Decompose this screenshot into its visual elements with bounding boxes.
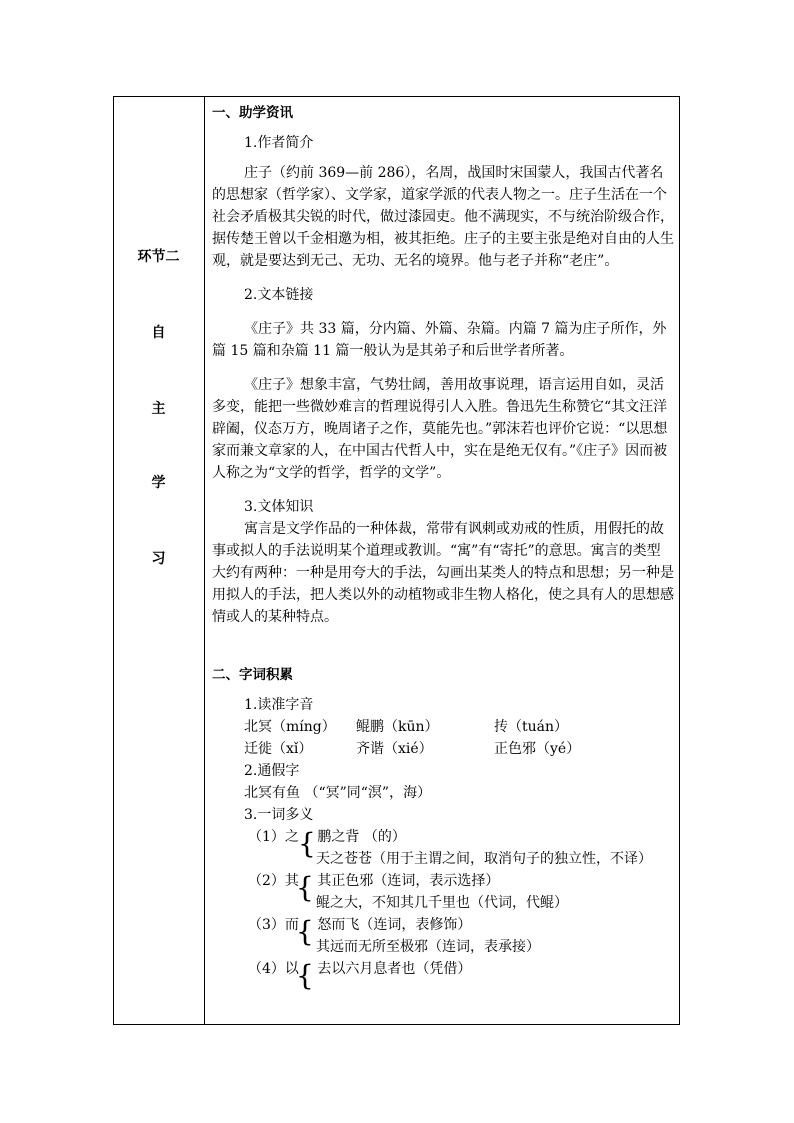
polysemy-item: 其正色邪（连词，表示选择） (317, 873, 500, 889)
polysemy-item: 鲲之大，不知其几千里也（代词，代鲲） (316, 895, 568, 911)
pronunciation-title: 1.读准字音 (244, 697, 314, 713)
genre-text: 寓言是文学作品的一种体裁，常带有讽刺或劝戒的性质，用假托的故事或拟人的手法说明某个道理或教训。“寓”有“寄托”的意思。寓言的类型大约有两种：一种是用夸大的手法，勾画出某类人的特点和思想；另一种是用拟人的手法，把人类以外的动植物或非生物人格化，使之具有人的思想感情或人的某种特点。 (212, 521, 674, 625)
pron-item: 正色邪（yé） (494, 741, 581, 757)
author-title: 1.作者简介 (244, 135, 314, 151)
polysemy-item: 天之苍苍（用于主谓之间，取消句子的独立性，不译） (316, 851, 652, 867)
author-text: 庄子（约前 369—前 286），名周，战国时宋国蒙人，我国古代著名的思想家（哲学家）、文学家，道家学派的代表人物之一。庄子生活在一个社会矛盾极其尖锐的时代，做过漆园吏。他不满现实，不与统治阶级合作，据传楚王曾以千金相邀为相，被其拒绝。庄子的主要主张是绝对自由的人生观，就是要达到无己、无功、无名的境界。他与老子并称“老庄”。 (212, 165, 674, 269)
pronunciation-row-1 (212, 716, 674, 738)
left-label-char-2: 主 (151, 401, 166, 417)
tongjia-text: 北冥有鱼 （“冥”同“溟”，海） (244, 785, 432, 801)
polysemy-qi (212, 870, 674, 914)
link-text-2: 《庄子》想象丰富，气势壮阔，善用故事说理，语言运用自如，灵活多变，能把一些微妙难言的哲理说得引人入胜。鲁迅先生称赞它“其文汪洋辟阖，仪态万方，晚周诸子之作，莫能先也。”郭沫若也评价它说：“以思想家而兼文章家的人，在中国古代哲人中，实在是绝无仅有。”《庄子》因而被人称之为“文学的哲学，哲学的文学”。 (212, 377, 668, 481)
pron-item: 抟（tuán） (494, 719, 569, 735)
tongjia-title: 2.通假字 (244, 763, 300, 779)
polysemy-title: 3.一词多义 (244, 807, 314, 823)
link-title: 2.文本链接 (244, 287, 314, 303)
brace-icon: { (296, 871, 314, 904)
polysemy-label: （2）其 (248, 873, 299, 889)
left-label-stage: 环节二 (137, 249, 180, 265)
left-column (113, 96, 204, 1025)
polysemy-label: （1）之 (248, 829, 299, 845)
polysemy-zhi (212, 826, 674, 870)
left-label-char-4: 习 (151, 551, 166, 567)
pron-item: 鲲鹏（kūn） (356, 719, 439, 735)
left-label-char-1: 自 (151, 325, 166, 341)
pron-item: 齐谐（xié） (356, 741, 433, 757)
column-divider (204, 96, 205, 1025)
right-column (212, 102, 674, 992)
pron-item: 迁徙（xǐ） (244, 741, 313, 757)
polysemy-er (212, 914, 674, 958)
left-label-char-3: 学 (151, 475, 166, 491)
pronunciation-row-2 (212, 738, 674, 760)
pron-item: 北冥（míng） (244, 719, 336, 735)
polysemy-yi (212, 958, 674, 992)
polysemy-item: 怒而飞（连词，表修饰） (317, 917, 472, 933)
polysemy-label: （3）而 (248, 917, 299, 933)
brace-icon: { (298, 827, 316, 860)
polysemy-label: （4）以 (248, 961, 299, 977)
polysemy-item: 其远而无所至极邪（连词，表承接） (316, 939, 540, 955)
link-text-1: 《庄子》共 33 篇，分内篇、外篇、杂篇。内篇 7 篇为庄子所作，外篇 15 篇和杂篇 11 篇一般认为是其弟子和后世学者所著。 (212, 321, 667, 359)
brace-icon: { (296, 959, 314, 992)
polysemy-item: 去以六月息者也（凭借） (317, 961, 472, 977)
section2-heading: 二、字词积累 (212, 667, 293, 683)
polysemy-item: 鹏之背 （的） (317, 829, 406, 845)
section1-heading: 一、助学资讯 (212, 105, 293, 121)
brace-icon: { (296, 915, 314, 948)
genre-title: 3.文体知识 (244, 499, 314, 515)
